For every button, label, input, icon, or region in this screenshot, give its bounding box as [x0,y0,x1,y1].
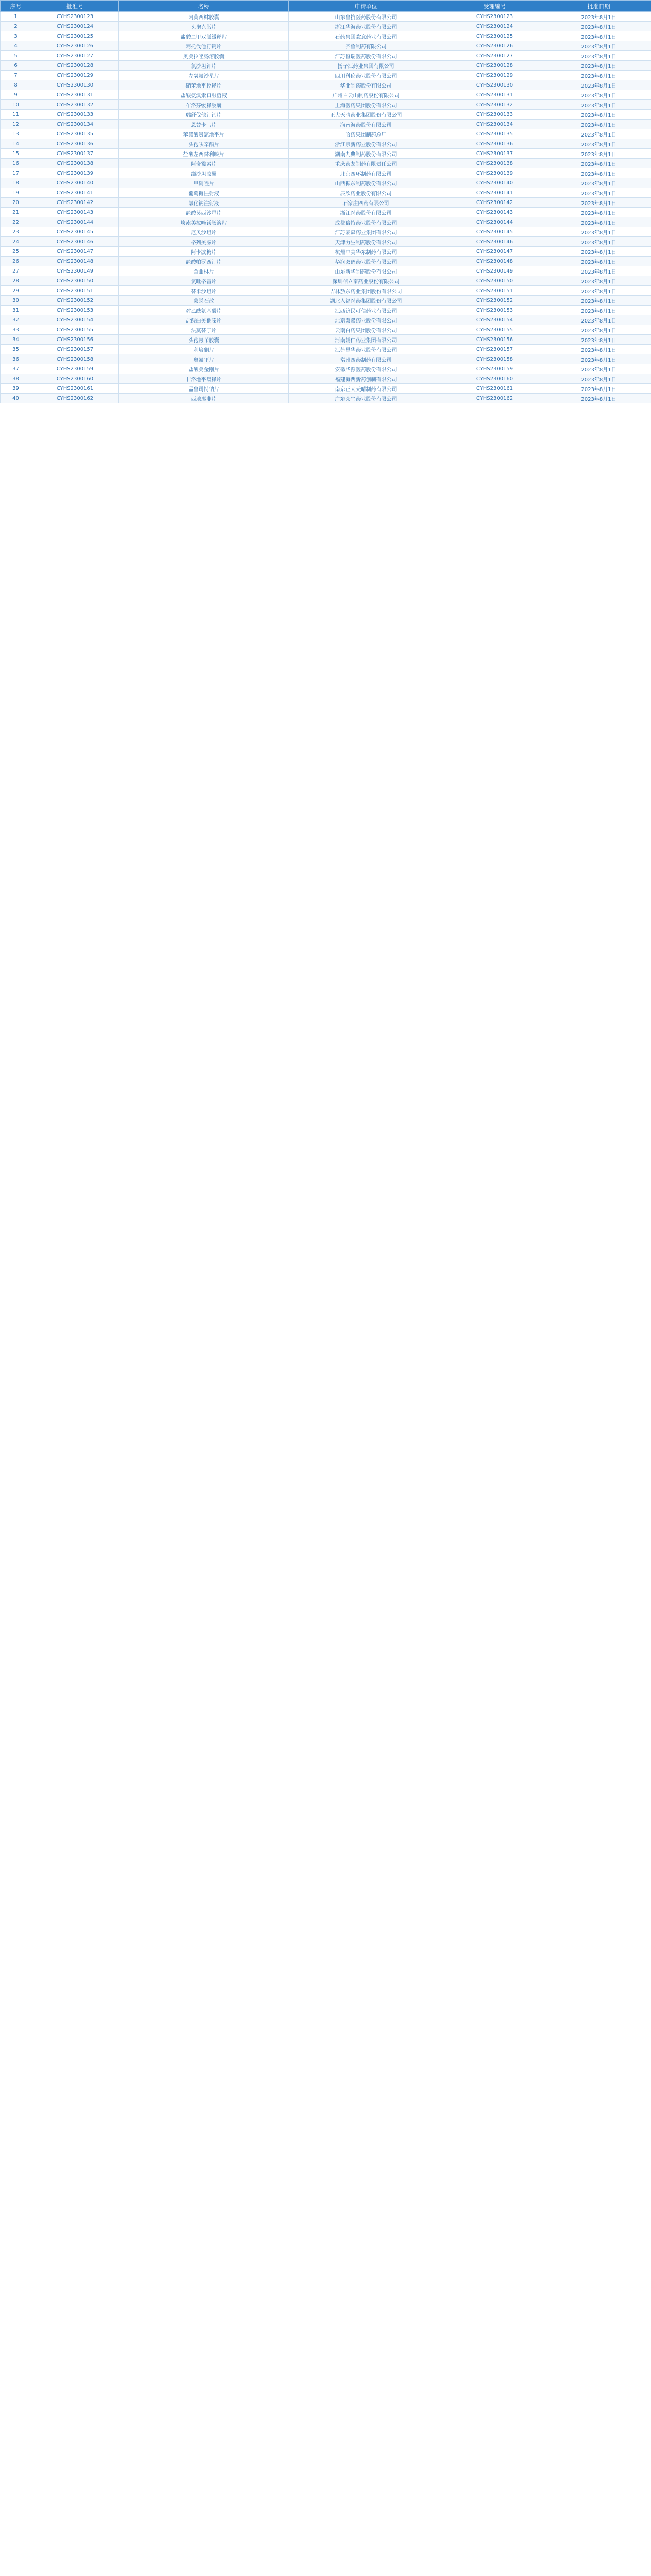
cell-applicant: 山东鲁抗医药股份有限公司 [289,12,443,22]
cell-applicant: 北京双鹭药业股份有限公司 [289,315,443,325]
cell-index: 28 [1,276,31,286]
cell-acceptance-number: CYHS2300161 [443,384,546,394]
cell-applicant: 江苏恒瑞医药股份有限公司 [289,51,443,61]
cell-applicant: 扬子江药业集团有限公司 [289,61,443,71]
cell-index: 36 [1,354,31,364]
cell-approval-date: 2023年8月1日 [546,325,651,335]
cell-approval-date: 2023年8月1日 [546,51,651,61]
table-row [1,139,651,149]
cell-applicant: 华润双鹤药业股份有限公司 [289,257,443,266]
cell-name[interactable]: 缬沙坦胶囊 [119,168,289,178]
table-row [1,129,651,139]
cell-approval-date: 2023年8月1日 [546,354,651,364]
cell-index: 24 [1,237,31,247]
cell-approval-number: CYHS2300157 [31,345,119,354]
cell-index: 30 [1,296,31,306]
cell-index: 7 [1,71,31,80]
cell-acceptance-number: CYHS2300126 [443,41,546,51]
cell-approval-date: 2023年8月1日 [546,384,651,394]
cell-applicant: 上海医药集团股份有限公司 [289,100,443,110]
cell-applicant: 常州四药制药有限公司 [289,354,443,364]
header-name: 名称 [119,1,289,12]
table-row [1,345,651,354]
cell-approval-number: CYHS2300139 [31,168,119,178]
cell-approval-number: CYHS2300138 [31,159,119,168]
cell-applicant: 江西济民可信药业有限公司 [289,306,443,315]
cell-approval-date: 2023年8月1日 [546,110,651,120]
cell-acceptance-number: CYHS2300123 [443,12,546,22]
cell-approval-date: 2023年8月1日 [546,61,651,71]
table-row [1,149,651,159]
cell-approval-date: 2023年8月1日 [546,345,651,354]
table-row [1,41,651,51]
table-row [1,168,651,178]
cell-approval-number: CYHS2300148 [31,257,119,266]
cell-acceptance-number: CYHS2300159 [443,364,546,374]
table-header [1,1,651,12]
cell-approval-number: CYHS2300128 [31,61,119,71]
table-row [1,237,651,247]
table-row [1,188,651,198]
cell-applicant: 湖北人福医药集团股份有限公司 [289,296,443,306]
cell-index: 26 [1,257,31,266]
cell-approval-date: 2023年8月1日 [546,22,651,31]
cell-name[interactable]: 阿奇霉素片 [119,159,289,168]
cell-name[interactable]: 头孢呋辛酯片 [119,139,289,149]
cell-acceptance-number: CYHS2300149 [443,266,546,276]
cell-name[interactable]: 苯磺酸氨氯地平片 [119,129,289,139]
cell-name[interactable]: 非洛地平缓释片 [119,374,289,384]
cell-applicant: 浙江京新药业股份有限公司 [289,139,443,149]
cell-approval-number: CYHS2300160 [31,374,119,384]
cell-approval-date: 2023年8月1日 [546,12,651,22]
cell-approval-date: 2023年8月1日 [546,31,651,41]
cell-name[interactable]: 氯沙坦钾片 [119,61,289,71]
cell-approval-number: CYHS2300146 [31,237,119,247]
table-row [1,296,651,306]
table-row [1,217,651,227]
cell-index: 37 [1,364,31,374]
cell-name[interactable]: 奥美拉唑肠溶胶囊 [119,51,289,61]
cell-approval-date: 2023年8月1日 [546,296,651,306]
cell-index: 23 [1,227,31,237]
cell-acceptance-number: CYHS2300134 [443,120,546,129]
cell-approval-number: CYHS2300134 [31,120,119,129]
cell-approval-number: CYHS2300161 [31,384,119,394]
cell-approval-number: CYHS2300132 [31,100,119,110]
cell-approval-date: 2023年8月1日 [546,90,651,100]
table-row [1,325,651,335]
cell-index: 6 [1,61,31,71]
cell-index: 22 [1,217,31,227]
cell-approval-number: CYHS2300141 [31,188,119,198]
cell-approval-date: 2023年8月1日 [546,217,651,227]
cell-approval-date: 2023年8月1日 [546,100,651,110]
cell-index: 40 [1,394,31,403]
cell-approval-number: CYHS2300123 [31,12,119,22]
cell-acceptance-number: CYHS2300154 [443,315,546,325]
header-row [1,1,651,12]
table-row [1,178,651,188]
cell-index: 14 [1,139,31,149]
cell-approval-number: CYHS2300127 [31,51,119,61]
cell-acceptance-number: CYHS2300145 [443,227,546,237]
cell-approval-date: 2023年8月1日 [546,276,651,286]
header-applicant: 申请单位 [289,1,443,12]
cell-acceptance-number: CYHS2300131 [443,90,546,100]
cell-name[interactable]: 盐酸曲美他嗪片 [119,315,289,325]
table-row [1,384,651,394]
cell-index: 3 [1,31,31,41]
table-row [1,80,651,90]
cell-index: 32 [1,315,31,325]
table-row [1,266,651,276]
cell-approval-date: 2023年8月1日 [546,198,651,208]
cell-name[interactable]: 埃索美拉唑镁肠溶片 [119,217,289,227]
cell-applicant: 山东新华制药股份有限公司 [289,266,443,276]
cell-approval-date: 2023年8月1日 [546,335,651,345]
cell-acceptance-number: CYHS2300139 [443,168,546,178]
cell-applicant: 云南白药集团股份有限公司 [289,325,443,335]
cell-index: 5 [1,51,31,61]
table-row [1,374,651,384]
table-row [1,90,651,100]
cell-index: 27 [1,266,31,276]
cell-approval-date: 2023年8月1日 [546,168,651,178]
cell-approval-number: CYHS2300154 [31,315,119,325]
table-row [1,61,651,71]
cell-approval-number: CYHS2300158 [31,354,119,364]
cell-applicant: 河南辅仁药业集团有限公司 [289,335,443,345]
cell-approval-number: CYHS2300126 [31,41,119,51]
cell-approval-date: 2023年8月1日 [546,159,651,168]
cell-approval-number: CYHS2300152 [31,296,119,306]
cell-approval-date: 2023年8月1日 [546,71,651,80]
cell-approval-number: CYHS2300136 [31,139,119,149]
cell-approval-number: CYHS2300149 [31,266,119,276]
cell-applicant: 石药集团欧意药业有限公司 [289,31,443,41]
table-row [1,110,651,120]
cell-name[interactable]: 硝苯地平控释片 [119,80,289,90]
table-body [1,12,651,403]
table-row [1,227,651,237]
cell-acceptance-number: CYHS2300124 [443,22,546,31]
cell-acceptance-number: CYHS2300157 [443,345,546,354]
cell-acceptance-number: CYHS2300128 [443,61,546,71]
cell-acceptance-number: CYHS2300137 [443,149,546,159]
table-row [1,335,651,345]
table-row [1,100,651,110]
cell-applicant: 北京四环制药有限公司 [289,168,443,178]
cell-acceptance-number: CYHS2300151 [443,286,546,296]
cell-approval-number: CYHS2300155 [31,325,119,335]
header-acceptance-number: 受理编号 [443,1,546,12]
cell-applicant: 四川科伦药业股份有限公司 [289,71,443,80]
cell-index: 15 [1,149,31,159]
table-row [1,12,651,22]
cell-index: 34 [1,335,31,345]
cell-index: 17 [1,168,31,178]
cell-name[interactable]: 阿托伐他汀钙片 [119,41,289,51]
cell-approval-number: CYHS2300137 [31,149,119,159]
cell-name[interactable]: 西地那非片 [119,394,289,403]
cell-name[interactable]: 甲硝唑片 [119,178,289,188]
cell-name[interactable]: 恩替卡韦片 [119,120,289,129]
table-row [1,315,651,325]
cell-approval-date: 2023年8月1日 [546,266,651,276]
table-row [1,31,651,41]
cell-approval-date: 2023年8月1日 [546,120,651,129]
cell-applicant: 杭州中美华东制药有限公司 [289,247,443,257]
cell-acceptance-number: CYHS2300148 [443,257,546,266]
cell-applicant: 天津力生制药股份有限公司 [289,237,443,247]
cell-index: 13 [1,129,31,139]
cell-name[interactable]: 盐酸氨溴索口服溶液 [119,90,289,100]
cell-approval-number: CYHS2300150 [31,276,119,286]
cell-index: 4 [1,41,31,51]
cell-approval-date: 2023年8月1日 [546,80,651,90]
cell-index: 16 [1,159,31,168]
cell-applicant: 齐鲁制药有限公司 [289,41,443,51]
cell-applicant: 重庆药友制药有限责任公司 [289,159,443,168]
cell-applicant: 正大天晴药业集团股份有限公司 [289,110,443,120]
cell-name[interactable]: 氯吡格雷片 [119,276,289,286]
cell-name[interactable]: 盐酸左西替利嗪片 [119,149,289,159]
cell-name[interactable]: 瑞舒伐他汀钙片 [119,110,289,120]
cell-acceptance-number: CYHS2300160 [443,374,546,384]
cell-index: 35 [1,345,31,354]
cell-name[interactable]: 对乙酰氨基酚片 [119,306,289,315]
cell-name[interactable]: 盐酸美金刚片 [119,364,289,374]
table-row [1,71,651,80]
cell-acceptance-number: CYHS2300130 [443,80,546,90]
cell-approval-number: CYHS2300144 [31,217,119,227]
cell-acceptance-number: CYHS2300125 [443,31,546,41]
cell-applicant: 哈药集团制药总厂 [289,129,443,139]
cell-index: 25 [1,247,31,257]
cell-name[interactable]: 法莫替丁片 [119,325,289,335]
cell-acceptance-number: CYHS2300129 [443,71,546,80]
cell-acceptance-number: CYHS2300162 [443,394,546,403]
header-approval-number: 批准号 [31,1,119,12]
cell-name[interactable]: 头孢氨苄胶囊 [119,335,289,345]
cell-name[interactable]: 布洛芬缓释胶囊 [119,100,289,110]
cell-acceptance-number: CYHS2300155 [443,325,546,335]
cell-acceptance-number: CYHS2300132 [443,100,546,110]
cell-name[interactable]: 头孢克肟片 [119,22,289,31]
cell-index: 9 [1,90,31,100]
cell-name[interactable]: 阿卡波糖片 [119,247,289,257]
cell-applicant: 江苏豪森药业集团有限公司 [289,227,443,237]
cell-name[interactable]: 盐酸莫西沙星片 [119,208,289,217]
cell-applicant: 江苏恩华药业股份有限公司 [289,345,443,354]
table-row [1,306,651,315]
cell-name[interactable]: 蒙脱石散 [119,296,289,306]
cell-acceptance-number: CYHS2300143 [443,208,546,217]
cell-approval-date: 2023年8月1日 [546,41,651,51]
cell-index: 8 [1,80,31,90]
cell-applicant: 华北制药股份有限公司 [289,80,443,90]
cell-name[interactable]: 替米沙坦片 [119,286,289,296]
cell-approval-date: 2023年8月1日 [546,208,651,217]
table-row [1,51,651,61]
cell-index: 31 [1,306,31,315]
cell-approval-number: CYHS2300147 [31,247,119,257]
cell-applicant: 吉林敖东药业集团股份有限公司 [289,286,443,296]
cell-approval-number: CYHS2300124 [31,22,119,31]
cell-approval-number: CYHS2300140 [31,178,119,188]
cell-index: 33 [1,325,31,335]
cell-approval-date: 2023年8月1日 [546,306,651,315]
table-row [1,208,651,217]
cell-applicant: 石家庄四药有限公司 [289,198,443,208]
cell-index: 18 [1,178,31,188]
table-row [1,120,651,129]
cell-applicant: 浙江医药股份有限公司 [289,208,443,217]
cell-acceptance-number: CYHS2300150 [443,276,546,286]
cell-approval-number: CYHS2300142 [31,198,119,208]
table-row [1,276,651,286]
cell-name[interactable]: 孟鲁司特钠片 [119,384,289,394]
cell-acceptance-number: CYHS2300146 [443,237,546,247]
cell-name[interactable]: 格列美脲片 [119,237,289,247]
cell-approval-date: 2023年8月1日 [546,364,651,374]
cell-approval-number: CYHS2300135 [31,129,119,139]
cell-applicant: 成都倍特药业股份有限公司 [289,217,443,227]
cell-applicant: 福建海西新药创制有限公司 [289,374,443,384]
cell-applicant: 浙江华海药业股份有限公司 [289,22,443,31]
cell-approval-number: CYHS2300145 [31,227,119,237]
table-row [1,394,651,403]
cell-index: 1 [1,12,31,22]
cell-acceptance-number: CYHS2300138 [443,159,546,168]
cell-index: 10 [1,100,31,110]
cell-name[interactable]: 奥氮平片 [119,354,289,364]
cell-acceptance-number: CYHS2300156 [443,335,546,345]
cell-acceptance-number: CYHS2300136 [443,139,546,149]
cell-approval-number: CYHS2300129 [31,71,119,80]
cell-index: 12 [1,120,31,129]
table-row [1,247,651,257]
cell-approval-date: 2023年8月1日 [546,315,651,325]
cell-acceptance-number: CYHS2300142 [443,198,546,208]
cell-applicant: 海南海药股份有限公司 [289,120,443,129]
cell-name[interactable]: 阿莫西林胶囊 [119,12,289,22]
cell-applicant: 南京正大天晴制药有限公司 [289,384,443,394]
cell-acceptance-number: CYHS2300140 [443,178,546,188]
table-row [1,198,651,208]
cell-approval-date: 2023年8月1日 [546,374,651,384]
cell-approval-number: CYHS2300143 [31,208,119,217]
cell-approval-date: 2023年8月1日 [546,247,651,257]
cell-approval-date: 2023年8月1日 [546,178,651,188]
cell-approval-date: 2023年8月1日 [546,129,651,139]
cell-acceptance-number: CYHS2300152 [443,296,546,306]
cell-approval-date: 2023年8月1日 [546,286,651,296]
cell-applicant: 山西振东制药股份有限公司 [289,178,443,188]
cell-approval-number: CYHS2300125 [31,31,119,41]
cell-index: 2 [1,22,31,31]
cell-approval-number: CYHS2300131 [31,90,119,100]
cell-name[interactable]: 氯化钠注射液 [119,198,289,208]
cell-acceptance-number: CYHS2300144 [443,217,546,227]
cell-name[interactable]: 盐酸二甲双胍缓释片 [119,31,289,41]
cell-name[interactable]: 厄贝沙坦片 [119,227,289,237]
cell-index: 20 [1,198,31,208]
cell-acceptance-number: CYHS2300153 [443,306,546,315]
cell-index: 29 [1,286,31,296]
cell-approval-number: CYHS2300133 [31,110,119,120]
cell-name[interactable]: 盐酸帕罗西汀片 [119,257,289,266]
cell-name[interactable]: 舍曲林片 [119,266,289,276]
cell-index: 19 [1,188,31,198]
table-row [1,364,651,374]
cell-approval-number: CYHS2300153 [31,306,119,315]
table-row [1,159,651,168]
header-index: 序号 [1,1,31,12]
cell-approval-number: CYHS2300159 [31,364,119,374]
cell-index: 11 [1,110,31,120]
cell-index: 39 [1,384,31,394]
cell-applicant: 辰欣药业股份有限公司 [289,188,443,198]
cell-name[interactable]: 利培酮片 [119,345,289,354]
cell-approval-number: CYHS2300162 [31,394,119,403]
cell-acceptance-number: CYHS2300141 [443,188,546,198]
approval-table [0,0,651,403]
cell-approval-number: CYHS2300151 [31,286,119,296]
cell-approval-date: 2023年8月1日 [546,188,651,198]
cell-acceptance-number: CYHS2300147 [443,247,546,257]
cell-approval-date: 2023年8月1日 [546,257,651,266]
cell-approval-date: 2023年8月1日 [546,139,651,149]
table-row [1,354,651,364]
document-page [0,0,651,403]
cell-approval-date: 2023年8月1日 [546,149,651,159]
cell-approval-number: CYHS2300156 [31,335,119,345]
cell-index: 38 [1,374,31,384]
cell-approval-date: 2023年8月1日 [546,237,651,247]
cell-applicant: 深圳信立泰药业股份有限公司 [289,276,443,286]
cell-acceptance-number: CYHS2300133 [443,110,546,120]
cell-name[interactable]: 葡萄糖注射液 [119,188,289,198]
cell-applicant: 广东众生药业股份有限公司 [289,394,443,403]
cell-acceptance-number: CYHS2300135 [443,129,546,139]
table-row [1,22,651,31]
cell-approval-number: CYHS2300130 [31,80,119,90]
header-approval-date: 批准日期 [546,1,651,12]
cell-approval-date: 2023年8月1日 [546,394,651,403]
cell-approval-date: 2023年8月1日 [546,227,651,237]
cell-acceptance-number: CYHS2300127 [443,51,546,61]
table-row [1,286,651,296]
cell-applicant: 安徽华源医药股份有限公司 [289,364,443,374]
cell-index: 21 [1,208,31,217]
cell-applicant: 广州白云山制药股份有限公司 [289,90,443,100]
table-row [1,257,651,266]
cell-name[interactable]: 左氧氟沙星片 [119,71,289,80]
cell-acceptance-number: CYHS2300158 [443,354,546,364]
cell-applicant: 湖南九典制药股份有限公司 [289,149,443,159]
